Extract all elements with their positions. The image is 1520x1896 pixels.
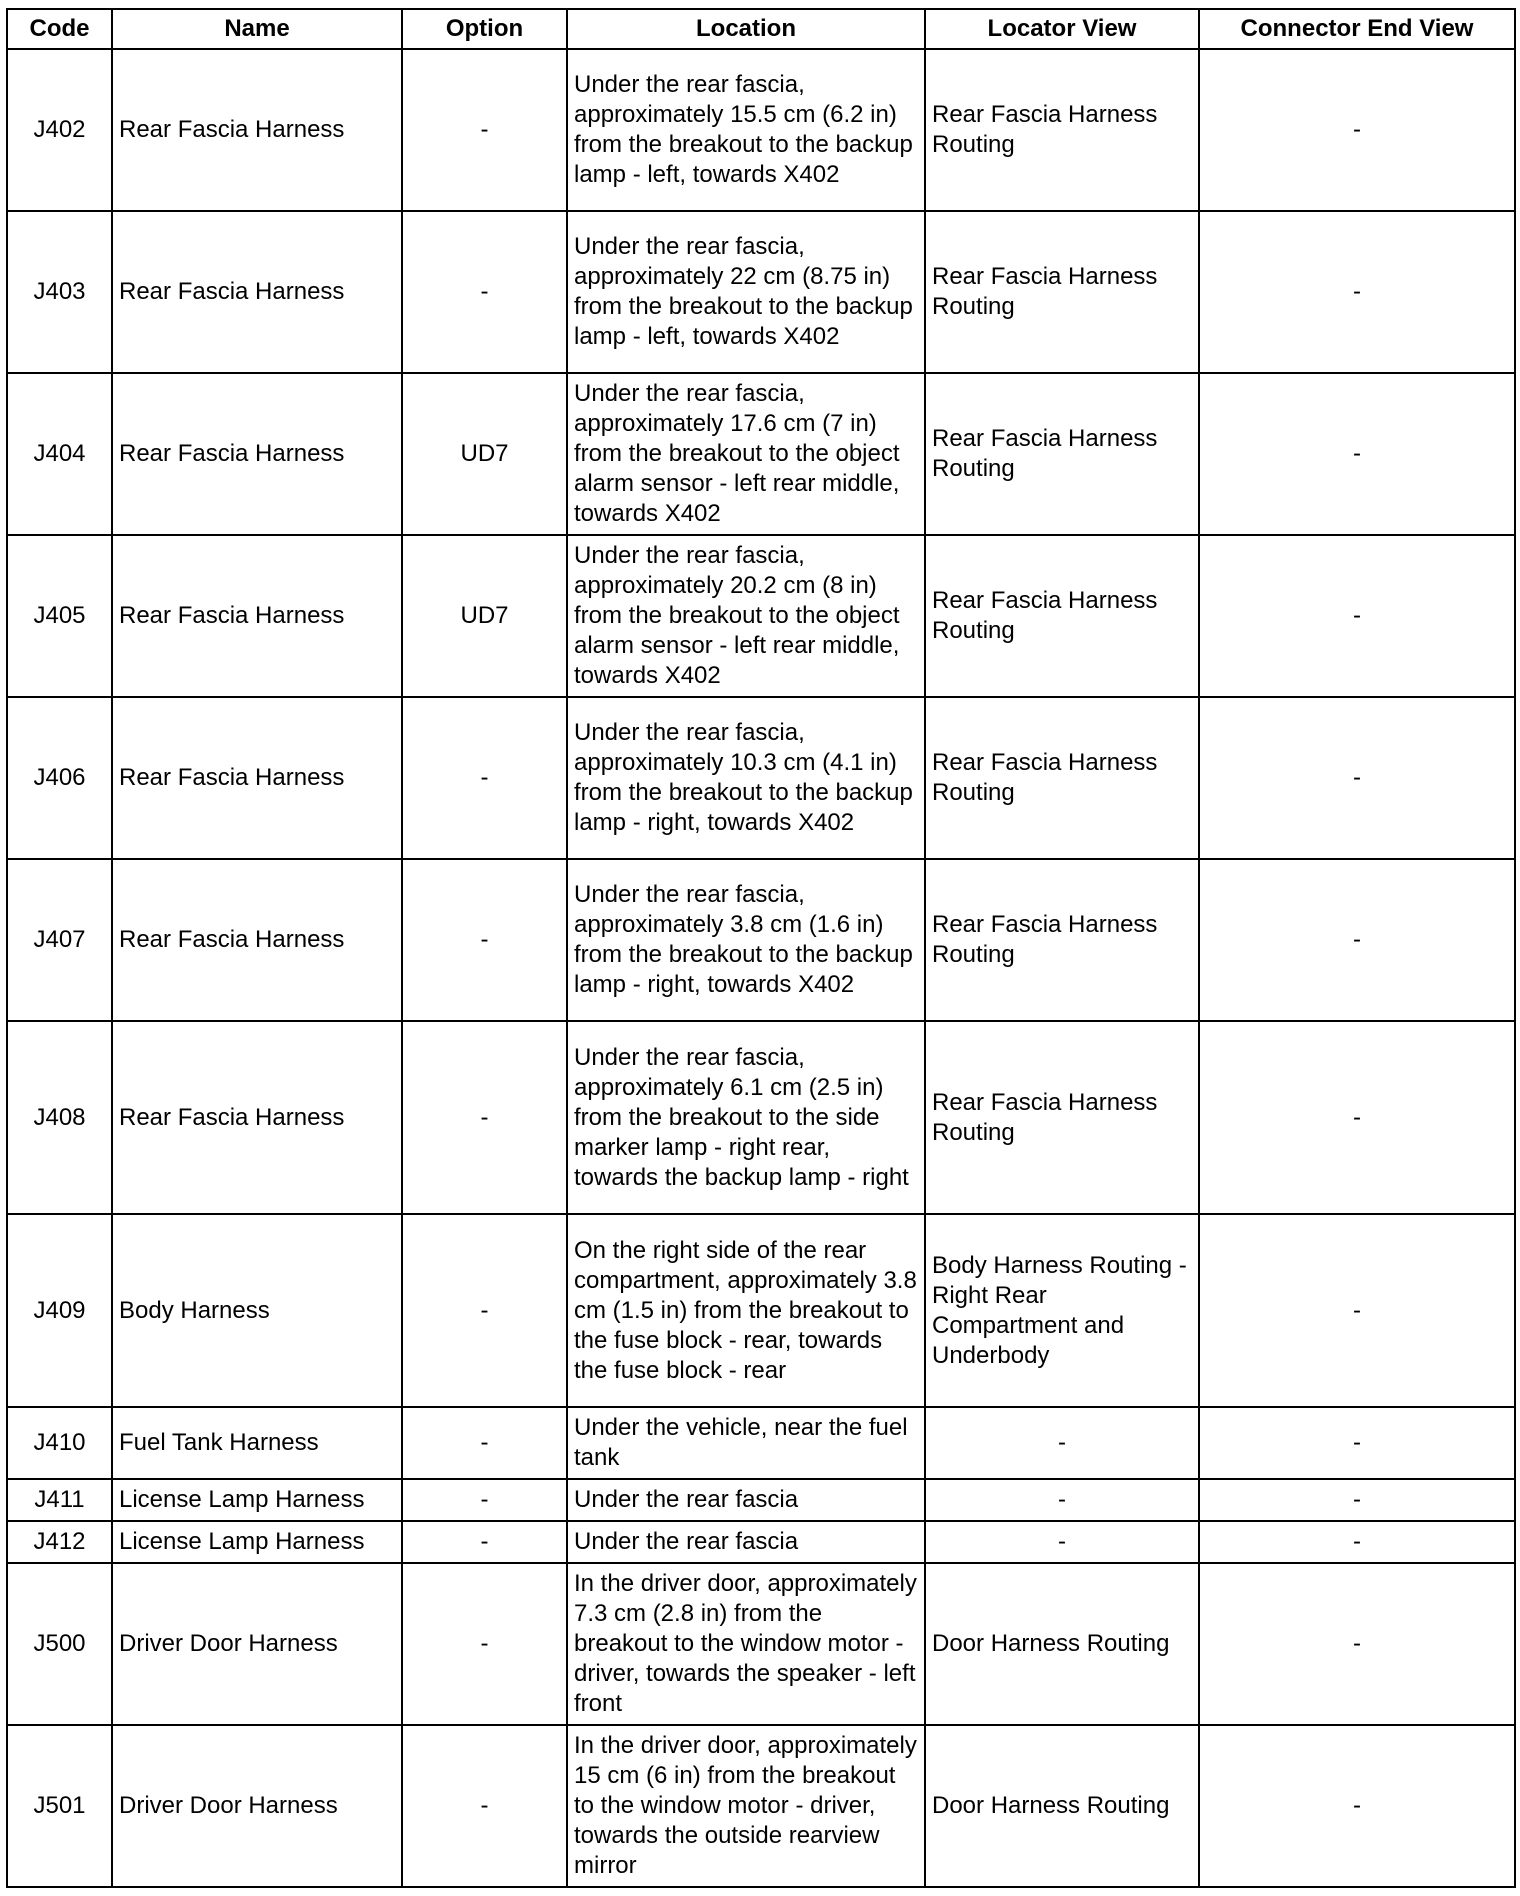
locator-view-cell: Door Harness Routing	[925, 1563, 1199, 1725]
table-row	[7, 1214, 1515, 1407]
locator-view-cell: Door Harness Routing	[925, 1725, 1199, 1887]
connector-end-view-cell: -	[1199, 697, 1515, 859]
locator-view-cell: Body Harness Routing - Right Rear Compartment and Underbody	[925, 1214, 1199, 1407]
connector-table-sheet	[6, 8, 1514, 1888]
name-cell: Body Harness	[112, 1214, 402, 1407]
table-row	[7, 1725, 1515, 1887]
option-cell: -	[402, 1563, 567, 1725]
table-row	[7, 859, 1515, 1021]
location-cell: Under the rear fascia, approximately 17.6 cm (7 in) from the breakout to the object alarm sensor - left rear middle, towards X402	[567, 373, 925, 535]
connector-end-view-cell: -	[1199, 211, 1515, 373]
location-cell: Under the rear fascia, approximately 22 cm (8.75 in) from the breakout to the backup lamp - left, towards X402	[567, 211, 925, 373]
option-cell: -	[402, 211, 567, 373]
code-cell: J410	[7, 1407, 112, 1479]
locator-view-cell: Rear Fascia Harness Routing	[925, 535, 1199, 697]
header-name: Name	[112, 9, 402, 49]
connector-end-view-cell: -	[1199, 1521, 1515, 1563]
table-row	[7, 49, 1515, 211]
locator-view-cell: -	[925, 1407, 1199, 1479]
locator-view-cell: Rear Fascia Harness Routing	[925, 1021, 1199, 1214]
header-locator-view: Locator View	[925, 9, 1199, 49]
locator-view-cell: Rear Fascia Harness Routing	[925, 859, 1199, 1021]
table-row	[7, 1021, 1515, 1214]
location-cell: In the driver door, approximately 7.3 cm (2.8 in) from the breakout to the window motor - driver, towards the speaker - left front	[567, 1563, 925, 1725]
header-row	[7, 9, 1515, 49]
location-cell: Under the rear fascia	[567, 1521, 925, 1563]
connector-end-view-cell: -	[1199, 49, 1515, 211]
header-code: Code	[7, 9, 112, 49]
option-cell: -	[402, 1479, 567, 1521]
option-cell: -	[402, 1725, 567, 1887]
location-cell: Under the rear fascia	[567, 1479, 925, 1521]
code-cell: J411	[7, 1479, 112, 1521]
option-cell: -	[402, 697, 567, 859]
table-row	[7, 1563, 1515, 1725]
location-cell: Under the rear fascia, approximately 3.8 cm (1.6 in) from the breakout to the backup lamp - right, towards X402	[567, 859, 925, 1021]
locator-view-cell: -	[925, 1521, 1199, 1563]
connector-end-view-cell: -	[1199, 1725, 1515, 1887]
name-cell: License Lamp Harness	[112, 1521, 402, 1563]
locator-view-cell: Rear Fascia Harness Routing	[925, 49, 1199, 211]
connector-end-view-cell: -	[1199, 1563, 1515, 1725]
connector-end-view-cell: -	[1199, 1479, 1515, 1521]
option-cell: -	[402, 1407, 567, 1479]
table-row	[7, 697, 1515, 859]
connector-end-view-cell: -	[1199, 1214, 1515, 1407]
name-cell: License Lamp Harness	[112, 1479, 402, 1521]
code-cell: J406	[7, 697, 112, 859]
name-cell: Driver Door Harness	[112, 1725, 402, 1887]
connector-table	[6, 8, 1516, 1888]
code-cell: J405	[7, 535, 112, 697]
code-cell: J403	[7, 211, 112, 373]
name-cell: Rear Fascia Harness	[112, 1021, 402, 1214]
option-cell: -	[402, 1021, 567, 1214]
connector-end-view-cell: -	[1199, 1021, 1515, 1214]
code-cell: J409	[7, 1214, 112, 1407]
name-cell: Driver Door Harness	[112, 1563, 402, 1725]
locator-view-cell: Rear Fascia Harness Routing	[925, 211, 1199, 373]
name-cell: Rear Fascia Harness	[112, 859, 402, 1021]
code-cell: J407	[7, 859, 112, 1021]
locator-view-cell: -	[925, 1479, 1199, 1521]
location-cell: Under the rear fascia, approximately 15.5 cm (6.2 in) from the breakout to the backup lamp - left, towards X402	[567, 49, 925, 211]
header-location: Location	[567, 9, 925, 49]
table-row	[7, 211, 1515, 373]
code-cell: J408	[7, 1021, 112, 1214]
table-row	[7, 373, 1515, 535]
connector-end-view-cell: -	[1199, 373, 1515, 535]
table-row	[7, 1479, 1515, 1521]
option-cell: -	[402, 859, 567, 1021]
code-cell: J500	[7, 1563, 112, 1725]
name-cell: Rear Fascia Harness	[112, 535, 402, 697]
table-row	[7, 1521, 1515, 1563]
name-cell: Rear Fascia Harness	[112, 49, 402, 211]
location-cell: On the right side of the rear compartment, approximately 3.8 cm (1.5 in) from the breakout to the fuse block - rear, towards the fuse block - rear	[567, 1214, 925, 1407]
name-cell: Rear Fascia Harness	[112, 211, 402, 373]
code-cell: J404	[7, 373, 112, 535]
option-cell: -	[402, 49, 567, 211]
code-cell: J501	[7, 1725, 112, 1887]
location-cell: Under the rear fascia, approximately 6.1 cm (2.5 in) from the breakout to the side marker lamp - right rear, towards the backup lamp - right	[567, 1021, 925, 1214]
option-cell: -	[402, 1214, 567, 1407]
location-cell: Under the rear fascia, approximately 20.2 cm (8 in) from the breakout to the object alarm sensor - left rear middle, towards X402	[567, 535, 925, 697]
header-option: Option	[402, 9, 567, 49]
location-cell: Under the rear fascia, approximately 10.3 cm (4.1 in) from the breakout to the backup lamp - right, towards X402	[567, 697, 925, 859]
location-cell: Under the vehicle, near the fuel tank	[567, 1407, 925, 1479]
header-connector-end-view: Connector End View	[1199, 9, 1515, 49]
code-cell: J412	[7, 1521, 112, 1563]
table-row	[7, 1407, 1515, 1479]
connector-end-view-cell: -	[1199, 859, 1515, 1021]
locator-view-cell: Rear Fascia Harness Routing	[925, 697, 1199, 859]
location-cell: In the driver door, approximately 15 cm (6 in) from the breakout to the window motor - driver, towards the outside rearview mirror	[567, 1725, 925, 1887]
option-cell: -	[402, 1521, 567, 1563]
locator-view-cell: Rear Fascia Harness Routing	[925, 373, 1199, 535]
name-cell: Rear Fascia Harness	[112, 697, 402, 859]
name-cell: Rear Fascia Harness	[112, 373, 402, 535]
code-cell: J402	[7, 49, 112, 211]
connector-end-view-cell: -	[1199, 535, 1515, 697]
option-cell: UD7	[402, 535, 567, 697]
connector-end-view-cell: -	[1199, 1407, 1515, 1479]
name-cell: Fuel Tank Harness	[112, 1407, 402, 1479]
table-row	[7, 535, 1515, 697]
option-cell: UD7	[402, 373, 567, 535]
